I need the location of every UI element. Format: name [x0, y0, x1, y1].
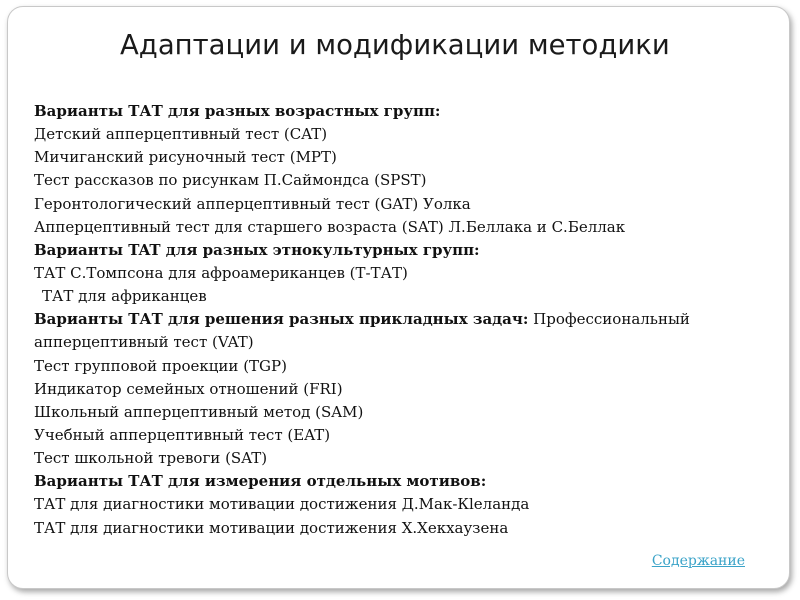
line-text: Мичиганский рисуночный тест (МРТ) — [34, 148, 337, 167]
line-text: Индикатор семейных отношений (FRI) — [34, 379, 343, 398]
line-text: Апперцептивный тест для старшего возраста (SAT) Л.Беллака и С.Беллак — [34, 217, 626, 236]
content-line — [34, 308, 789, 331]
line-text: ТАТ для диагностики мотивации достижения Д.Мак-Кleланда — [34, 495, 530, 514]
line-text: Школьный апперцептивный метод (SAM) — [34, 402, 364, 421]
content-line — [34, 285, 789, 308]
content-line — [34, 169, 789, 192]
content-line — [34, 424, 789, 447]
content-line — [34, 193, 789, 216]
line-heading: Варианты TAT для разных этнокультурных групп: — [34, 240, 480, 259]
content-line — [34, 123, 789, 146]
content-line — [34, 331, 789, 354]
content-line — [34, 355, 789, 378]
contents-link[interactable]: Содержание — [651, 553, 745, 569]
line-text: Тест школьной тревоги (SAT) — [34, 449, 268, 468]
line-heading: Варианты ТАТ для разных возрастных групп: — [34, 102, 441, 120]
content-line — [34, 470, 789, 493]
line-text: Геронтологический апперцептивный тест (GAT) Уолка — [34, 194, 471, 213]
content-line — [34, 378, 789, 401]
content-line — [34, 100, 789, 123]
line-text: ТАТ С.Томпсона для афроамериканцев (Т-ТАТ) — [34, 263, 408, 282]
slide-content — [34, 100, 789, 540]
line-text: Тест рассказов по рисункам П.Саймондса (SPST) — [34, 171, 427, 190]
line-text: ТАТ для диагностики мотивации достижения Х.Хекхаузена — [34, 518, 509, 537]
slide-frame — [7, 6, 790, 589]
line-text: Профессиональный — [528, 310, 690, 329]
content-line — [34, 517, 789, 540]
content-line — [34, 401, 789, 424]
content-line — [34, 493, 789, 516]
content-line — [34, 216, 789, 239]
content-line — [34, 146, 789, 169]
line-text: Детский апперцептивный тест (CAT) — [34, 125, 328, 144]
line-text: Тест групповой проекции (TGP) — [34, 356, 287, 375]
content-line — [34, 447, 789, 470]
line-heading: Варианты ТАТ для измерения отдельных мотивов: — [34, 472, 487, 491]
content-line — [34, 239, 789, 262]
line-text: апперцептивный тест (VAT) — [34, 333, 254, 352]
slide-title: Адаптации и модификации методики — [120, 29, 670, 61]
line-heading: Варианты ТАТ для решения разных прикладных задач: — [34, 310, 529, 329]
line-text: ТАТ для африканцев — [42, 287, 207, 306]
content-line — [34, 262, 789, 285]
line-text: Учебный апперцептивный тест (EAT) — [34, 425, 331, 444]
